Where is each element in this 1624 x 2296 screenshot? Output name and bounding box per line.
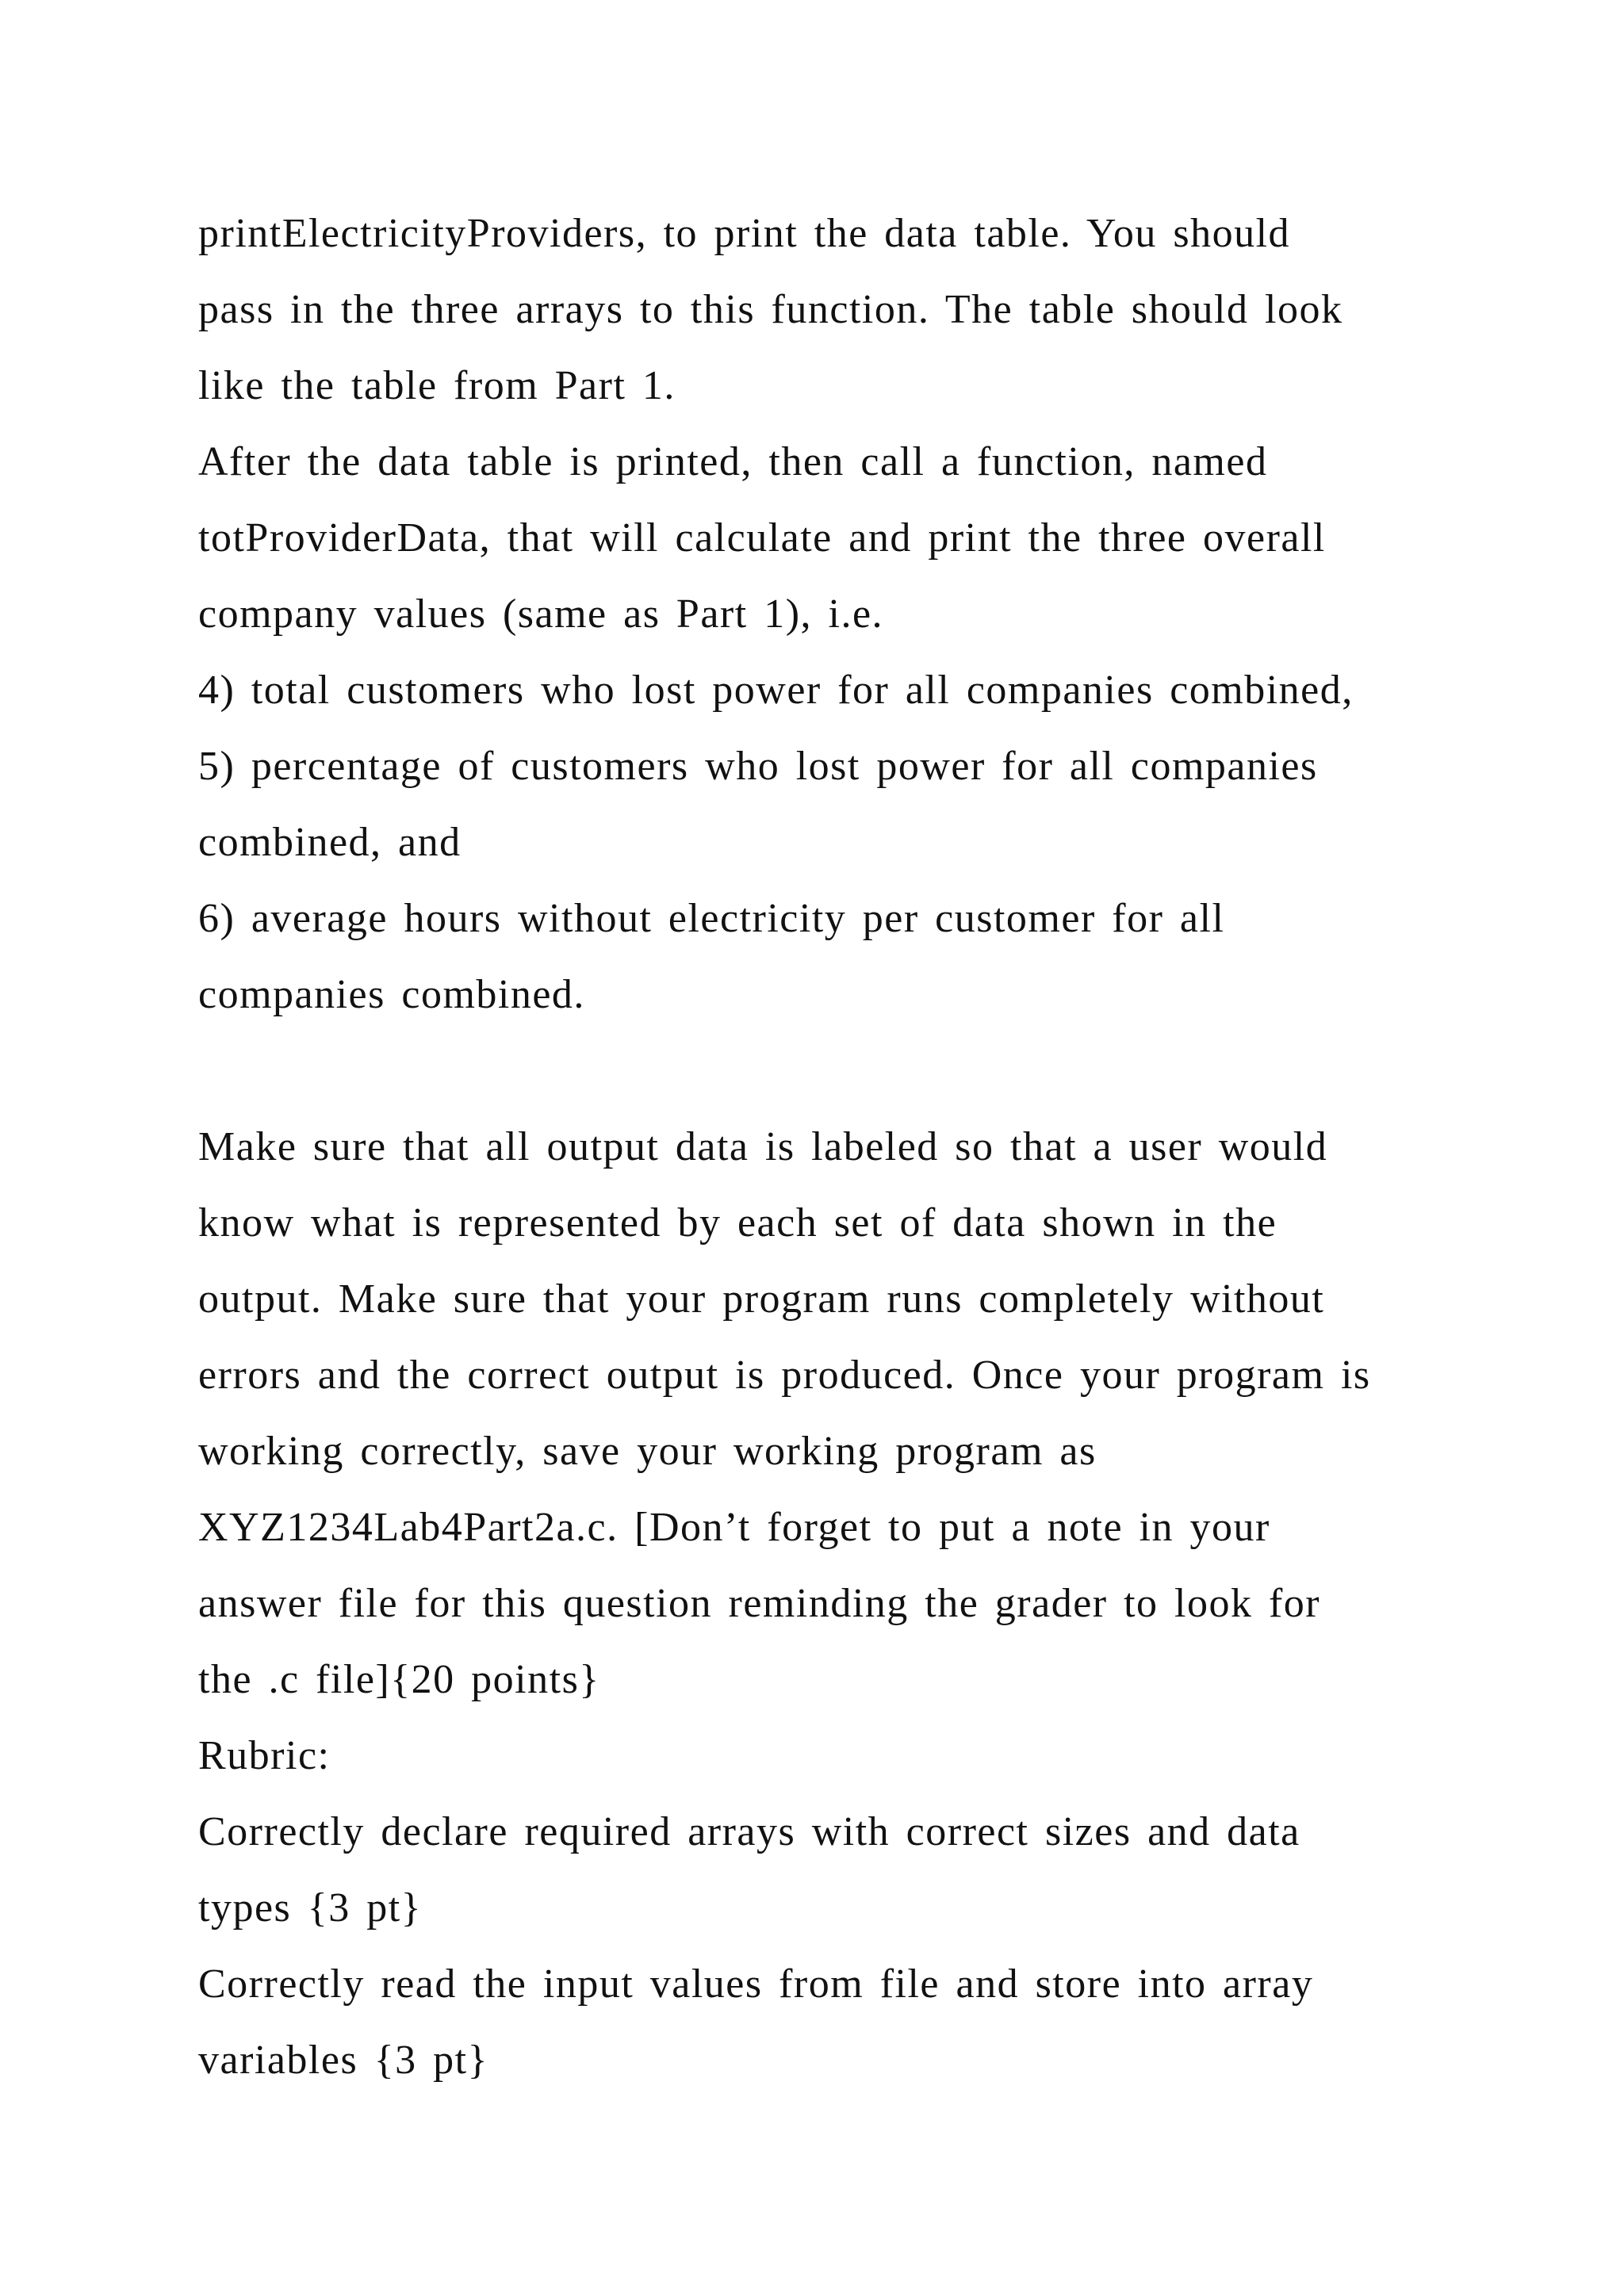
text-line: totProviderData, that will calculate and print the three overall [198, 515, 1326, 561]
text-line: XYZ1234Lab4Part2a.c. [Don’t forget to put a note in your [198, 1505, 1270, 1550]
text-line: Make sure that all output data is labeled so that a user would [198, 1124, 1328, 1169]
text-line: the .c file]{20 points} [198, 1657, 600, 1702]
text-line: like the table from Part 1. [198, 363, 676, 408]
text-line: output. Make sure that your program runs completely without [198, 1276, 1325, 1322]
text-line: Correctly read the input values from file and store into array [198, 1961, 1314, 2007]
rubric-heading: Rubric: [198, 1733, 331, 1778]
text-line: Correctly declare required arrays with correct sizes and data [198, 1809, 1300, 1854]
text-line: 6) average hours without electricity per customer for all [198, 896, 1225, 941]
text-line: types {3 pt} [198, 1885, 423, 1931]
text-line: working correctly, save your working program as [198, 1429, 1097, 1474]
document-text [198, 196, 1507, 2099]
text-line: errors and the correct output is produced. Once your program is [198, 1353, 1371, 1398]
text-line: companies combined. [198, 972, 585, 1017]
text-line: variables {3 pt} [198, 2038, 489, 2083]
text-line: 4) total customers who lost power for all companies combined, [198, 668, 1354, 713]
text-line: combined, and [198, 820, 462, 865]
text-line: pass in the three arrays to this function. The table should look [198, 287, 1343, 332]
text-line: know what is represented by each set of data shown in the [198, 1200, 1277, 1246]
text-line: 5) percentage of customers who lost power for all companies [198, 744, 1318, 789]
text-line: printElectricityProviders, to print the data table. You should [198, 211, 1291, 256]
text-line: company values (same as Part 1), i.e. [198, 591, 884, 637]
blank-line [198, 1033, 1507, 1109]
text-line: answer file for this question reminding the grader to look for [198, 1581, 1321, 1626]
text-line: After the data table is printed, then call a function, named [198, 439, 1268, 484]
